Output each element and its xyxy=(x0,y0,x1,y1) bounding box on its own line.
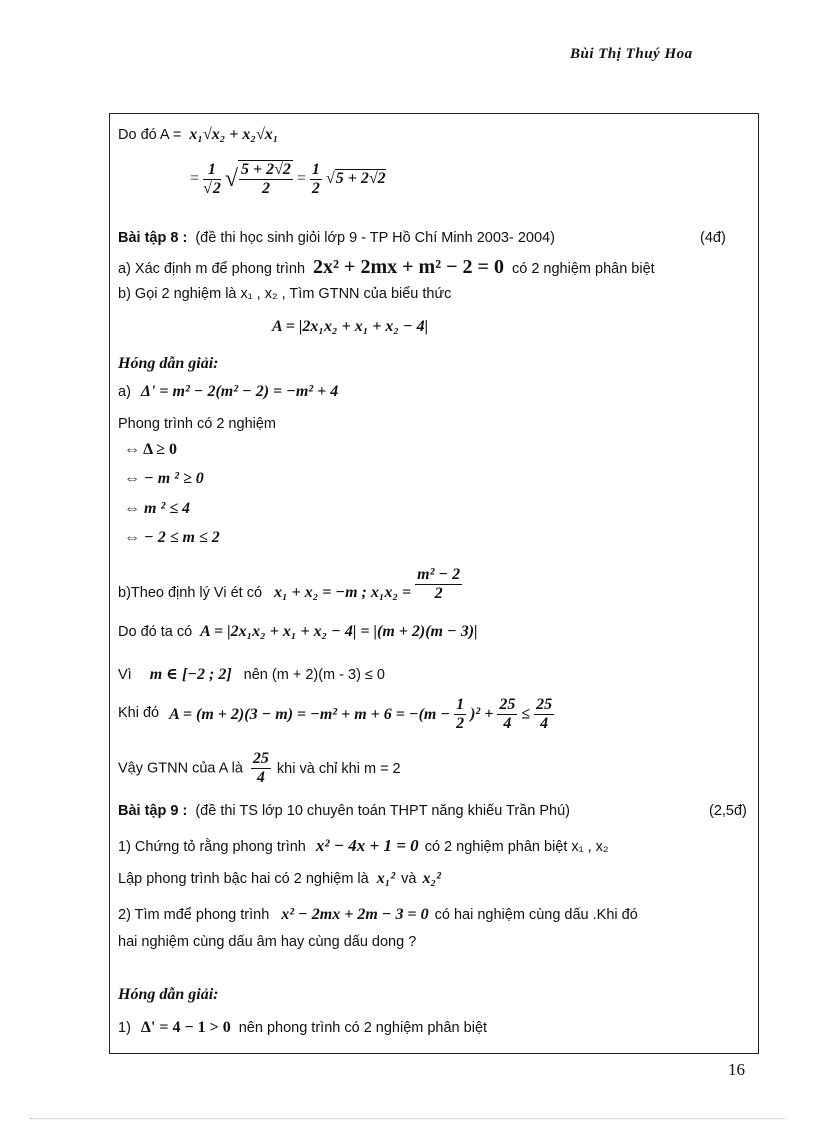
bt9-delta-expression: Δ' = 4 − 1 > 0 xyxy=(140,1019,231,1036)
bt8-part-b: b) Gọi 2 nghiệm là x₁ , x₂ , Tìm GTNN của biểu thức xyxy=(118,286,452,302)
vi-line: Vì m ∈ [−2 ; 2] nên (m + 2)(m - 3) ≤ 0 xyxy=(118,666,385,683)
do-co-expression: A = |2x₁x₂ + x₁ + x₂ − 4| = |(m + 2)(m − 3)| xyxy=(200,623,478,640)
conclusion-line: Vậy GTNN của A là $\frac{25}{4}$ khi và chỉ khi m = 2 xyxy=(118,750,401,787)
inner-sqrt-fraction: $\frac{5 + 2√2}{2}$ xyxy=(238,160,293,199)
do-co-line: Do đó ta có A = |2x₁x₂ + x₁ + x₂ − 4| = |(m + 2)(m − 3)| xyxy=(118,623,478,640)
bt9-equation-2: x² − 2mx + 2m − 3 = 0 xyxy=(281,906,429,923)
bt8-header xyxy=(118,230,555,246)
bt8-equation: 2x² + 2mx + m² − 2 = 0 xyxy=(313,256,504,278)
vieta-line: b)Theo định lý Vi ét có x₁ + x₂ = −m ; x₁x₂ = $\frac{\text{m² − 2}}{2}$ xyxy=(118,566,461,603)
vieta-expression: x₁ + x₂ = −m ; x₁x₂ = xyxy=(274,583,412,601)
bottom-dotted-rule xyxy=(30,1118,786,1119)
delta-expression: Δ' = m² − 2(m² − 2) = −m² + 4 xyxy=(140,383,339,400)
page-number: 16 xyxy=(728,1060,745,1079)
bt9-source: (đề thi TS lớp 10 chuyên toán THPT năng khiếu Trần Phú) xyxy=(195,803,570,819)
solution-heading-2: Hóng dẫn giải: xyxy=(118,986,219,1003)
twentyfive-quarter-fraction-2: $\frac{25}{4}$ xyxy=(536,696,553,733)
bt9-header xyxy=(118,803,570,819)
bt8-a-expression: A = |2x₁x₂ + x₁ + x₂ − 4| xyxy=(272,318,429,335)
equiv-step-3: ⇔ m ² ≤ 4 xyxy=(124,500,191,517)
vieta-fraction: $\frac{\text{m² − 2}}{2}$ xyxy=(417,566,461,603)
bt8-label: Bài tập 8 : xyxy=(118,230,188,246)
m-interval: m ∈ [−2 ; 2] xyxy=(149,666,232,683)
one-over-root2: $\frac{1}{√2}$ xyxy=(203,160,221,197)
khi-do-expression: A = (m + 2)(3 − m) = −m² + m + 6 = −(m − xyxy=(169,705,451,723)
bt9-lap-line: Lập phong trình bậc hai có 2 nghiệm là x₁² và x₂² xyxy=(118,870,441,887)
equiv-step-4: ⇔ − 2 ≤ m ≤ 2 xyxy=(124,529,220,546)
bt9-points: (2,5đ) xyxy=(709,803,747,819)
twentyfive-quarter-fraction-1: $\frac{25}{4}$ xyxy=(499,696,516,733)
solution-heading-1: Hóng dẫn giải: xyxy=(118,355,219,372)
bt9-part-2-line-2: hai nghiệm cùng dấu âm hay cùng dấu dong ? xyxy=(118,934,417,950)
bt9-delta-line: 1) Δ' = 4 − 1 > 0 nên phong trình có 2 nghiệm phân biệt xyxy=(118,1019,488,1036)
equiv-step-2: ⇔ − m ² ≥ 0 xyxy=(124,470,204,487)
delta-line: a) Δ' = m² − 2(m² − 2) = −m² + 4 xyxy=(118,383,339,400)
author-header: Bùi Thị Thuý Hoa xyxy=(570,46,693,62)
gtnn-fraction: $\frac{25}{4}$ xyxy=(252,750,269,787)
bt8-points: (4đ) xyxy=(700,230,726,246)
equiv-step-1: ⇔ Δ ≥ 0 xyxy=(124,441,178,458)
bt9-label: Bài tập 9 : xyxy=(118,803,188,819)
a-value-line: = $\frac{1}{√2}$ √ $\frac{5 + 2√2}{2}$ = $\frac{1}{2}$ √5 + 2√2 xyxy=(190,160,386,198)
bt8-source: (đề thi học sinh giỏi lớp 9 - TP Hồ Chí Minh 2003- 2004) xyxy=(195,230,555,246)
bt9-part-1: 1) Chứng tỏ rằng phong trình x² − 4x + 1 = 0 có 2 nghiệm phân biệt x₁ , x₂ xyxy=(118,836,609,855)
do-do-a-label: Do đó A = xyxy=(118,127,182,143)
bt9-equation-1: x² − 4x + 1 = 0 xyxy=(315,836,419,855)
has-two-roots-text: Phong trình có 2 nghiệm xyxy=(118,416,276,432)
bt8-part-a: a) Xác định m để phong trình 2x² + 2mx + m² − 2 = 0 có 2 nghiệm phân biệt xyxy=(118,256,655,278)
do-do-a-line xyxy=(118,126,278,144)
half-fraction: $\frac{1}{2}$ xyxy=(311,160,320,197)
bt9-part-2: 2) Tìm mđể phong trình x² − 2mx + 2m − 3 = 0 có hai nghiệm cùng dấu .Khi đó xyxy=(118,906,638,923)
a-expression: x₁√x₂ + x₂√x₁ xyxy=(189,126,279,143)
one-half-fraction: $\frac{1}{2}$ xyxy=(456,696,465,733)
khi-do-line: Khi đó A = (m + 2)(3 − m) = −m² + m + 6 = −(m − $\frac{1}{2}$ )² + $\frac{25}{4}$ ≤ $\frac{25}{4}$ xyxy=(118,696,553,733)
